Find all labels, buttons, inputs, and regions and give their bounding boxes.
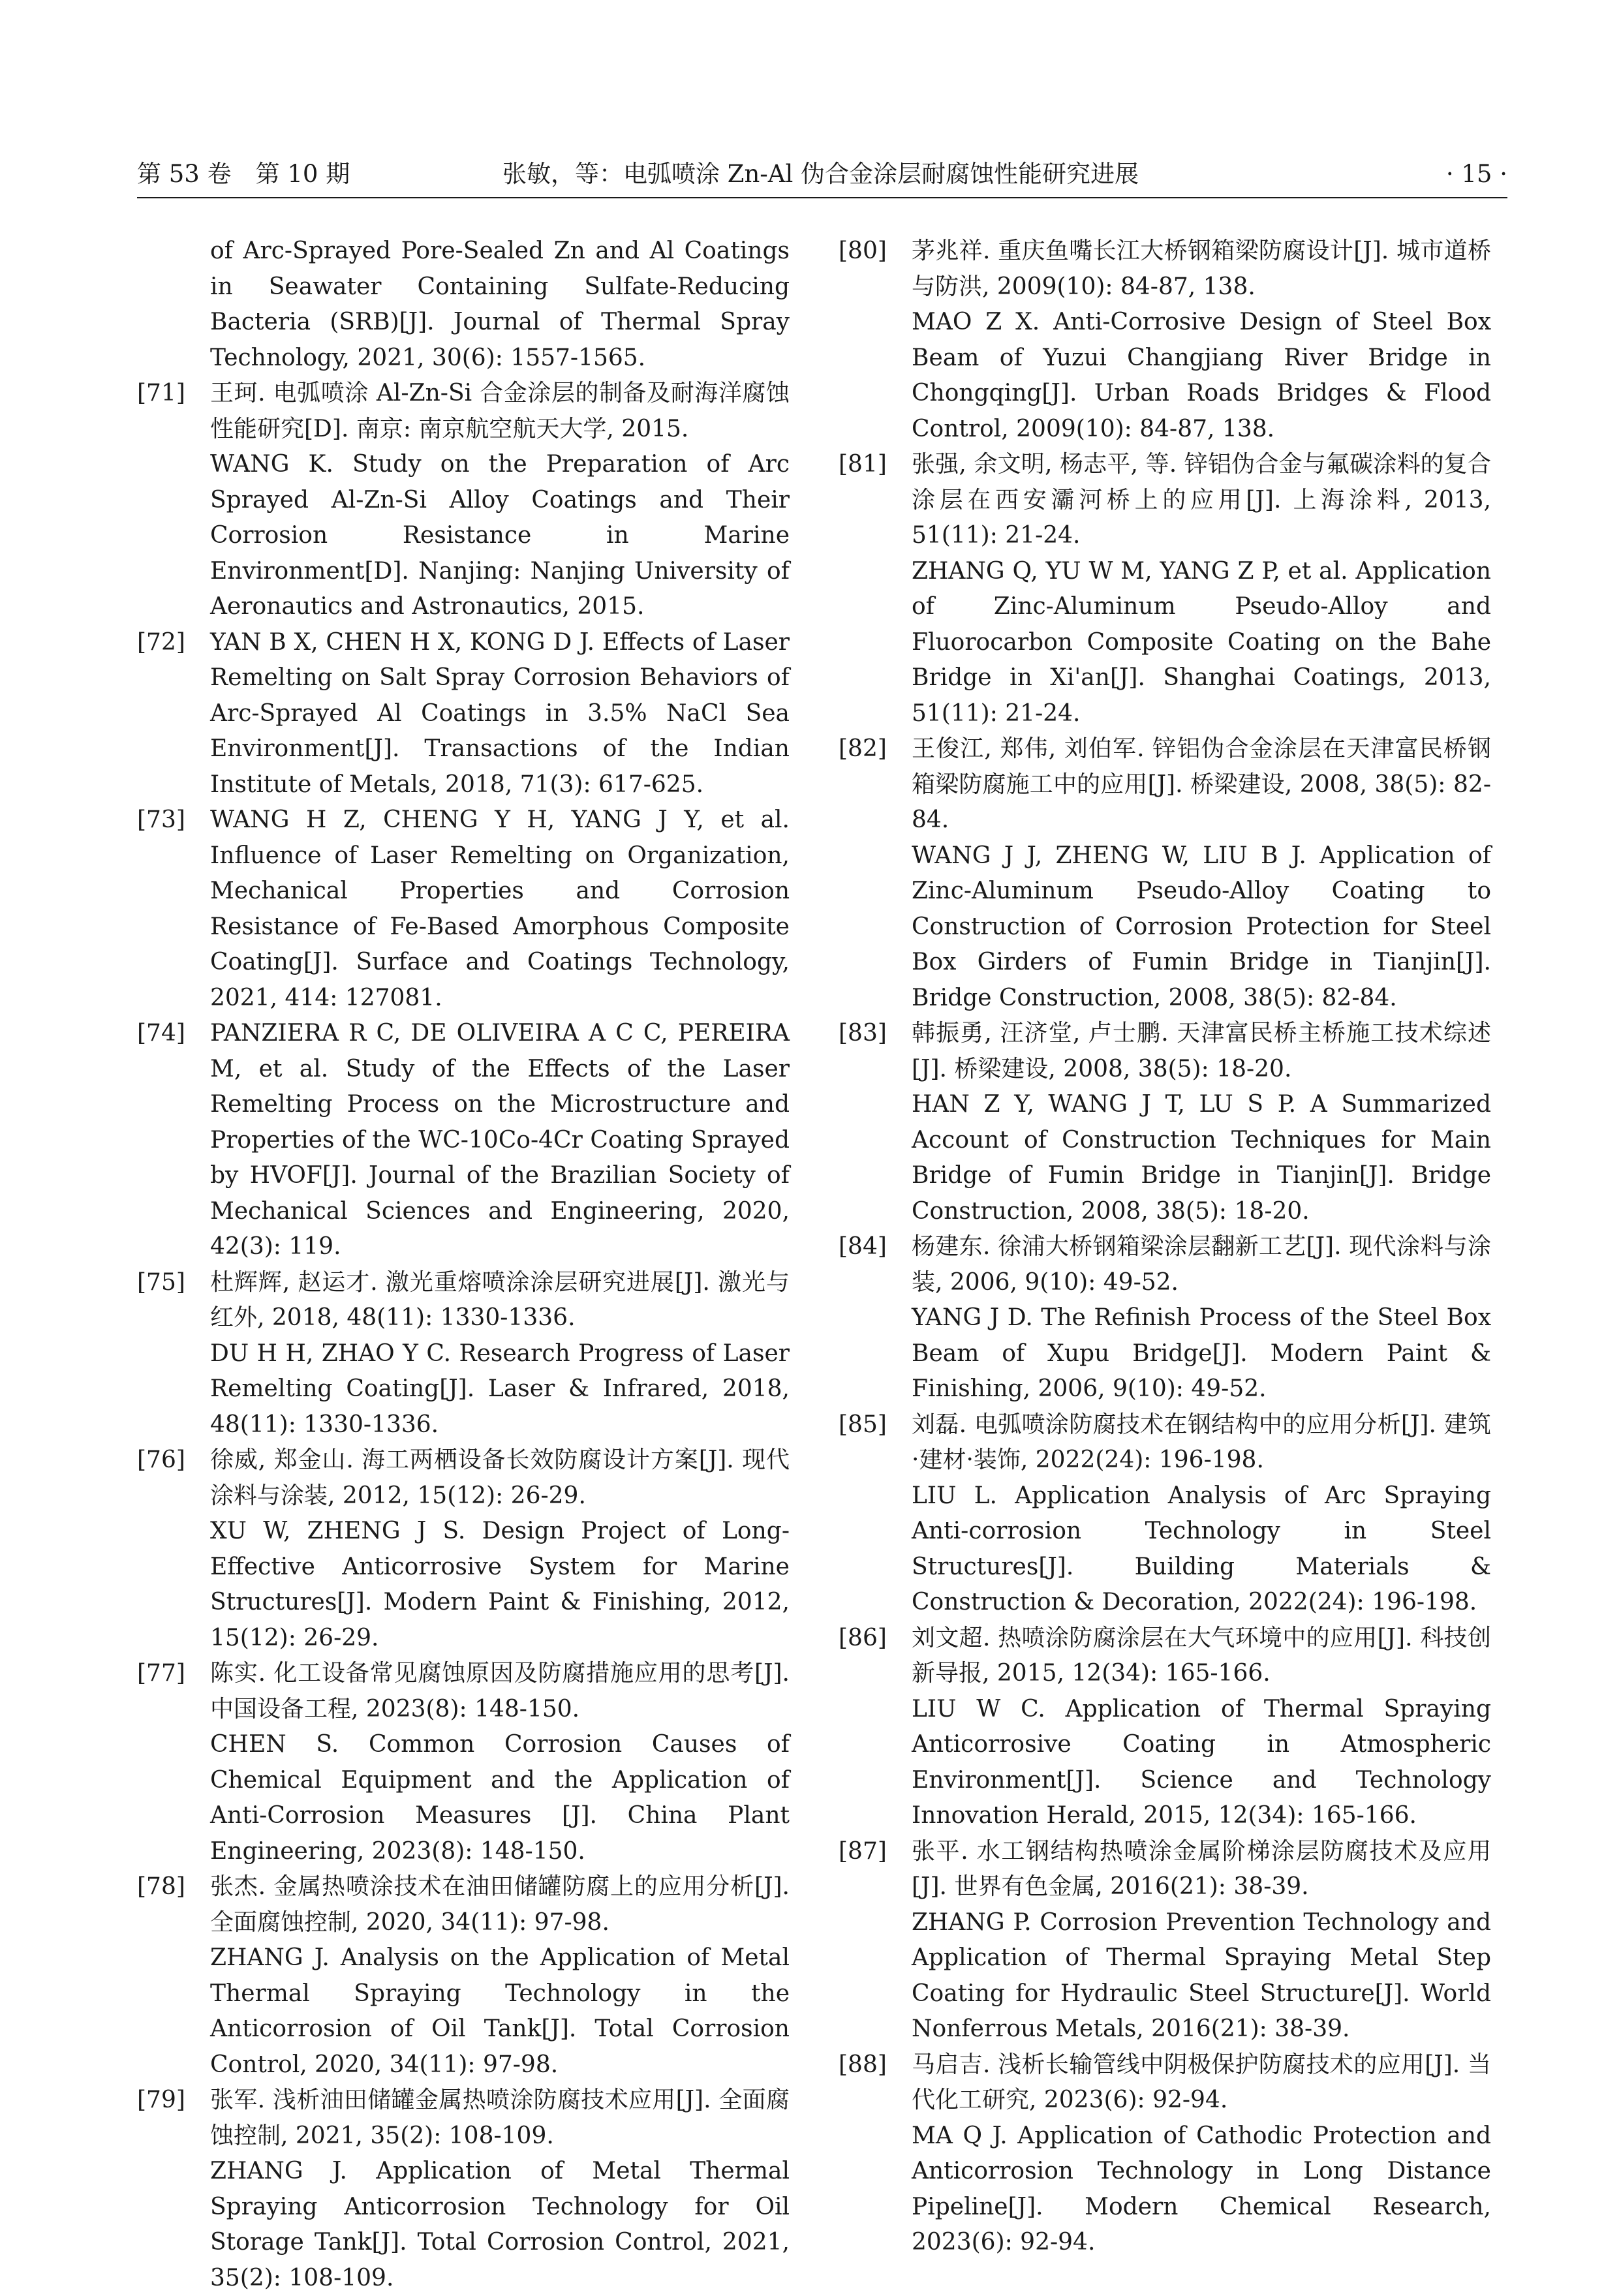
reference-number: [71] (137, 380, 185, 406)
reference-85 (839, 1407, 1491, 1621)
reference-en: YANG J D. The Refinish Process of the Steel Box Beam of Xupu Bridge[J]. Modern Paint & Finishing, 2006, 9(10): 49-52. (912, 1304, 1491, 1402)
reference-81 (839, 447, 1491, 731)
reference-zh: 茅兆祥. 重庆鱼嘴长江大桥钢箱梁防腐设计[J]. 城市道桥与防洪, 2009(10): 84-87, 138. (912, 237, 1491, 300)
reference-86 (839, 1621, 1491, 1834)
running-title: 张敏，等：电弧喷涂 Zn-Al 伪合金涂层耐腐蚀性能研究进展 (502, 160, 1139, 188)
reference-en: MA Q J. Application of Cathodic Protection and Anticorrosion Technology in Long Distance Pipeline[J]. Modern Chemical Research, 2023(6): 92-94. (912, 2122, 1491, 2256)
reference-zh: 马启吉. 浅析长输管线中阴极保护防腐技术的应用[J]. 当代化工研究, 2023(6): 92-94. (912, 2051, 1491, 2113)
reference-number: [75] (137, 1268, 185, 1296)
reference-en: MAO Z X. Anti-Corrosive Design of Steel Box Beam of Yuzui Changjiang River Bridge in Chongqing[J]. Urban Roads Bridges & Flood Control, 2009(10): 84-87, 138. (912, 309, 1491, 442)
reference-en: XU W, ZHENG J S. Design Project of Long-Effective Anticorrosive System for Marine Structures[J]. Modern Paint & Finishing, 2012, 15(12): 26-29. (210, 1518, 790, 1651)
reference-75 (137, 1265, 790, 1443)
left-column (137, 234, 790, 2296)
reference-zh: 韩振勇, 汪济堂, 卢士鹏. 天津富民桥主桥施工技术综述[J]. 桥梁建设, 2008, 38(5): 18-20. (912, 1020, 1491, 1082)
reference-en: HAN Z Y, WANG J T, LU S P. A Summarized Account of Construction Techniques for Main Bridge of Fumin Bridge in Tianjin[J]. Bridge Construction, 2008, 38(5): 18-20. (912, 1091, 1491, 1225)
reference-78 (137, 1869, 790, 2083)
reference-zh: 张强, 余文明, 杨志平, 等. 锌铝伪合金与氟碳涂料的复合涂层在西安灞河桥上的应用[J]. 上海涂料, 2013, 51(11): 21-24. (912, 451, 1491, 549)
reference-zh: 刘磊. 电弧喷涂防腐技术在钢结构中的应用分析[J]. 建筑·建材·装饰, 2022(24): 196-198. (912, 1411, 1491, 1473)
reference-number: [86] (839, 1624, 887, 1651)
reference-number: [83] (839, 1020, 887, 1047)
reference-zh: 张平. 水工钢结构热喷涂金属阶梯涂层防腐技术及应用[J]. 世界有色金属, 2016(21): 38-39. (912, 1837, 1491, 1900)
reference-number: [72] (137, 628, 185, 656)
reference-73 (137, 803, 790, 1016)
reference-72 (137, 625, 790, 803)
reference-zh: 王珂. 电弧喷涂 Al-Zn-Si 合金涂层的制备及耐海洋腐蚀性能研究[D]. 南京: 南京航空航天大学, 2015. (210, 380, 790, 442)
reference-number: [80] (839, 237, 887, 264)
reference-88 (839, 2047, 1491, 2261)
volume-issue: 第 53 卷 第 10 期 (137, 160, 350, 188)
reference-zh: 陈实. 化工设备常见腐蚀原因及防腐措施应用的思考[J]. 中国设备工程, 2023(8): 148-150. (210, 1660, 790, 1722)
reference-en: LIU L. Application Analysis of Arc Spraying Anti-corrosion Technology in Steel Structures[J]. Building Materials & Construction & Decoration, 2022(24): 196-198. (912, 1482, 1491, 1615)
reference-en: LIU W C. Application of Thermal Spraying Anticorrosive Coating in Atmospheric Environment[J]. Science and Technology Innovation Herald, 2015, 12(34): 165-166. (912, 1695, 1491, 1829)
reference-en: WANG K. Study on the Preparation of Arc Sprayed Al-Zn-Si Alloy Coatings and Their Corrosion Resistance in Marine Environment[D]. Nanjing: Nanjing University of Aeronautics and Astronautics, 2015. (210, 451, 790, 620)
reference-number: [87] (839, 1837, 887, 1865)
reference-en: WANG J J, ZHENG W, LIU B J. Application of Zinc-Aluminum Pseudo-Alloy Coating to Construction of Corrosion Protection for Steel Box Girders of Fumin Bridge in Tianjin[J]. Bridge Construction, 2008, 38(5): 82-84. (912, 842, 1491, 1011)
running-header (137, 151, 1507, 197)
reference-number: [78] (137, 1873, 185, 1900)
header-rule (137, 197, 1507, 198)
reference-en: ZHANG P. Corrosion Prevention Technology and Application of Thermal Spraying Metal Step Coating for Hydraulic Steel Structure[J]. World Nonferrous Metals, 2016(21): 38-39. (912, 1908, 1491, 2042)
reference-71 (137, 376, 790, 625)
reference-zh: 张杰. 金属热喷涂技术在油田储罐防腐上的应用分析[J]. 全面腐蚀控制, 2020, 34(11): 97-98. (210, 1873, 790, 1936)
reference-number: [82] (839, 735, 887, 762)
reference-number: [77] (137, 1660, 185, 1687)
reference-number: [81] (839, 451, 887, 478)
reference-74 (137, 1016, 790, 1265)
reference-77 (137, 1656, 790, 1869)
reference-82 (839, 731, 1491, 1016)
reference-en: CHEN S. Common Corrosion Causes of Chemical Equipment and the Application of Anti-Corrosion Measures [J]. China Plant Engineering, 2023(8): 148-150. (210, 1731, 790, 1865)
reference-84 (839, 1229, 1491, 1407)
reference-number: [88] (839, 2051, 887, 2078)
reference-en: WANG H Z, CHENG Y H, YANG J Y, et al. Influence of Laser Remelting on Organization, Mechanical Properties and Corrosion Resistance of Fe-Based Amorphous Composite Coating[J]. Surface and Coatings Technology, 2021, 414: 127081. (210, 806, 790, 1011)
reference-number: [84] (839, 1233, 887, 1260)
reference-zh: 张军. 浅析油田储罐金属热喷涂防腐技术应用[J]. 全面腐蚀控制, 2021, 35(2): 108-109. (210, 2087, 790, 2149)
reference-80 (839, 234, 1491, 447)
reference-en: ZHANG J. Application of Metal Thermal Spraying Anticorrosion Technology for Oil Storage Tank[J]. Total Corrosion Control, 2021, 35(2): 108-109. (210, 2158, 790, 2291)
reference-zh: 杜辉辉, 赵运才. 激光重熔喷涂涂层研究进展[J]. 激光与红外, 2018, 48(11): 1330-1336. (210, 1268, 790, 1331)
reference-zh: 徐威, 郑金山. 海工两栖设备长效防腐设计方案[J]. 现代涂料与涂装, 2012, 15(12): 26-29. (210, 1446, 790, 1509)
reference-en: YAN B X, CHEN H X, KONG D J. Effects of Laser Remelting on Salt Spray Corrosion Behaviors of Arc-Sprayed Al Coatings in 3.5% NaCl Sea Environment[J]. Transactions of the Indian Institute of Metals, 2018, 71(3): 617-625. (210, 628, 790, 798)
reference-76 (137, 1443, 790, 1656)
reference-87 (839, 1834, 1491, 2047)
page-number: · 15 · (1445, 160, 1507, 188)
reference-continuation-text: of Arc-Sprayed Pore-Sealed Zn and Al Coatings in Seawater Containing Sulfate-Reducing Bacteria (SRB)[J]. Journal of Thermal Spray Technology, 2021, 30(6): 1557-1565. (210, 237, 790, 371)
reference-zh: 杨建东. 徐浦大桥钢箱梁涂层翻新工艺[J]. 现代涂料与涂装, 2006, 9(10): 49-52. (912, 1233, 1491, 1296)
reference-en: PANZIERA R C, DE OLIVEIRA A C C, PEREIRA M, et al. Study of the Effects of the Laser Remelting Process on the Microstructure and Properties of the WC-10Co-4Cr Coating Sprayed by HVOF[J]. Journal of the Brazilian Society of Mechanical Sciences and Engineering, 2020, 42(3): 119. (210, 1020, 790, 1260)
reference-number: [76] (137, 1446, 185, 1473)
reference-83 (839, 1016, 1491, 1229)
reference-en: DU H H, ZHAO Y C. Research Progress of Laser Remelting Coating[J]. Laser & Infrared, 2018, 48(11): 1330-1336. (210, 1339, 790, 1438)
reference-en: ZHANG J. Analysis on the Application of Metal Thermal Spraying Technology in the Anticorrosion of Oil Tank[J]. Total Corrosion Control, 2020, 34(11): 97-98. (210, 1944, 790, 2078)
reference-number: [85] (839, 1411, 887, 1438)
reference-number: [79] (137, 2087, 185, 2113)
reference-number: [73] (137, 806, 185, 833)
reference-79 (137, 2083, 790, 2296)
reference-continuation (137, 234, 790, 376)
reference-en: ZHANG Q, YU W M, YANG Z P, et al. Application of Zinc-Aluminum Pseudo-Alloy and Fluorocarbon Composite Coating on the Bahe Bridge in Xi'an[J]. Shanghai Coatings, 2013, 51(11): 21-24. (912, 557, 1491, 727)
right-column (839, 234, 1491, 2261)
reference-number: [74] (137, 1020, 185, 1047)
reference-zh: 王俊江, 郑伟, 刘伯军. 锌铝伪合金涂层在天津富民桥钢箱梁防腐施工中的应用[J]. 桥梁建设, 2008, 38(5): 82-84. (912, 735, 1491, 833)
reference-zh: 刘文超. 热喷涂防腐涂层在大气环境中的应用[J]. 科技创新导报, 2015, 12(34): 165-166. (912, 1624, 1491, 1687)
